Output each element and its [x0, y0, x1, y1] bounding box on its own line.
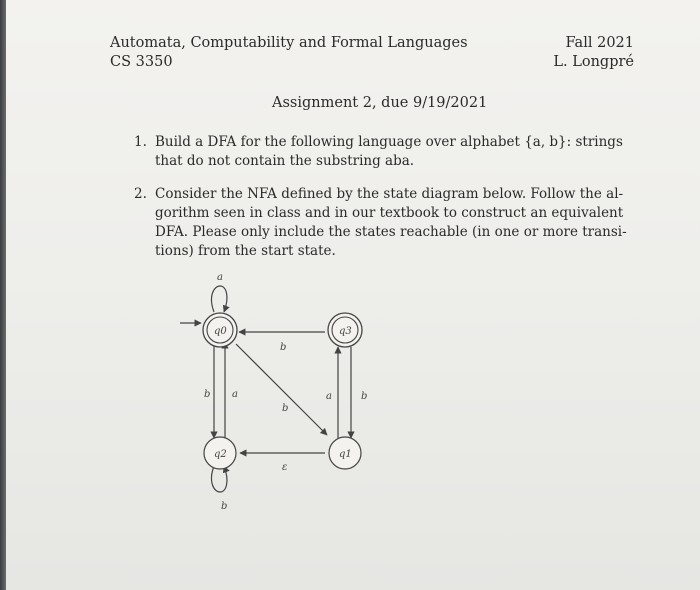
question-number: 1. — [134, 134, 147, 150]
state-q3 — [328, 313, 362, 347]
semester: Fall 2021 — [565, 35, 634, 51]
q1-q2-label: ε — [282, 462, 288, 473]
q0-loop-arrow — [212, 286, 227, 312]
state-q2 — [204, 437, 236, 469]
course-code: CS 3350 — [110, 54, 173, 70]
q3-q0-label: b — [280, 342, 287, 353]
header-left — [110, 34, 468, 72]
state-q1 — [329, 437, 361, 469]
instructor: L. Longpré — [553, 54, 634, 70]
header-right — [553, 34, 634, 72]
question-number: 2. — [134, 186, 147, 202]
q0-q1-label: b — [282, 403, 289, 414]
q3-q1-label: b — [361, 391, 368, 402]
question-line: Consider the NFA defined by the state diagram below. Follow the al- — [155, 186, 624, 202]
q0-to-q1-arrow — [236, 344, 327, 435]
q2-q0-label: a — [232, 389, 238, 400]
question-2 — [134, 185, 634, 261]
question-line: Build a DFA for the following language over alphabet {a, b}: strings — [155, 134, 623, 150]
state-q0 — [203, 313, 237, 347]
state-q2-label: q2 — [214, 449, 227, 460]
state-q1-label: q1 — [339, 449, 352, 460]
question-line: tions) from the start state. — [155, 243, 336, 259]
nfa-state-diagram — [170, 270, 400, 520]
q0-q2-label: b — [204, 389, 211, 400]
question-line: gorithm seen in class and in our textbook to construct an equivalent — [155, 205, 624, 221]
question-line: that do not contain the substring aba. — [155, 153, 415, 169]
q2-loop-arrow — [212, 466, 227, 492]
state-q0-label: q0 — [214, 326, 227, 337]
course-title: Automata, Computability and Formal Languages — [110, 35, 468, 51]
q2-loop-label: b — [221, 501, 228, 512]
state-q3-label: q3 — [339, 326, 352, 337]
question-1 — [134, 133, 634, 171]
q1-q3-label: a — [326, 391, 332, 402]
q0-loop-label: a — [217, 272, 223, 283]
assignment-title: Assignment 2, due 9/19/2021 — [272, 95, 488, 111]
question-line: DFA. Please only include the states reachable (in one or more transi- — [155, 224, 627, 240]
